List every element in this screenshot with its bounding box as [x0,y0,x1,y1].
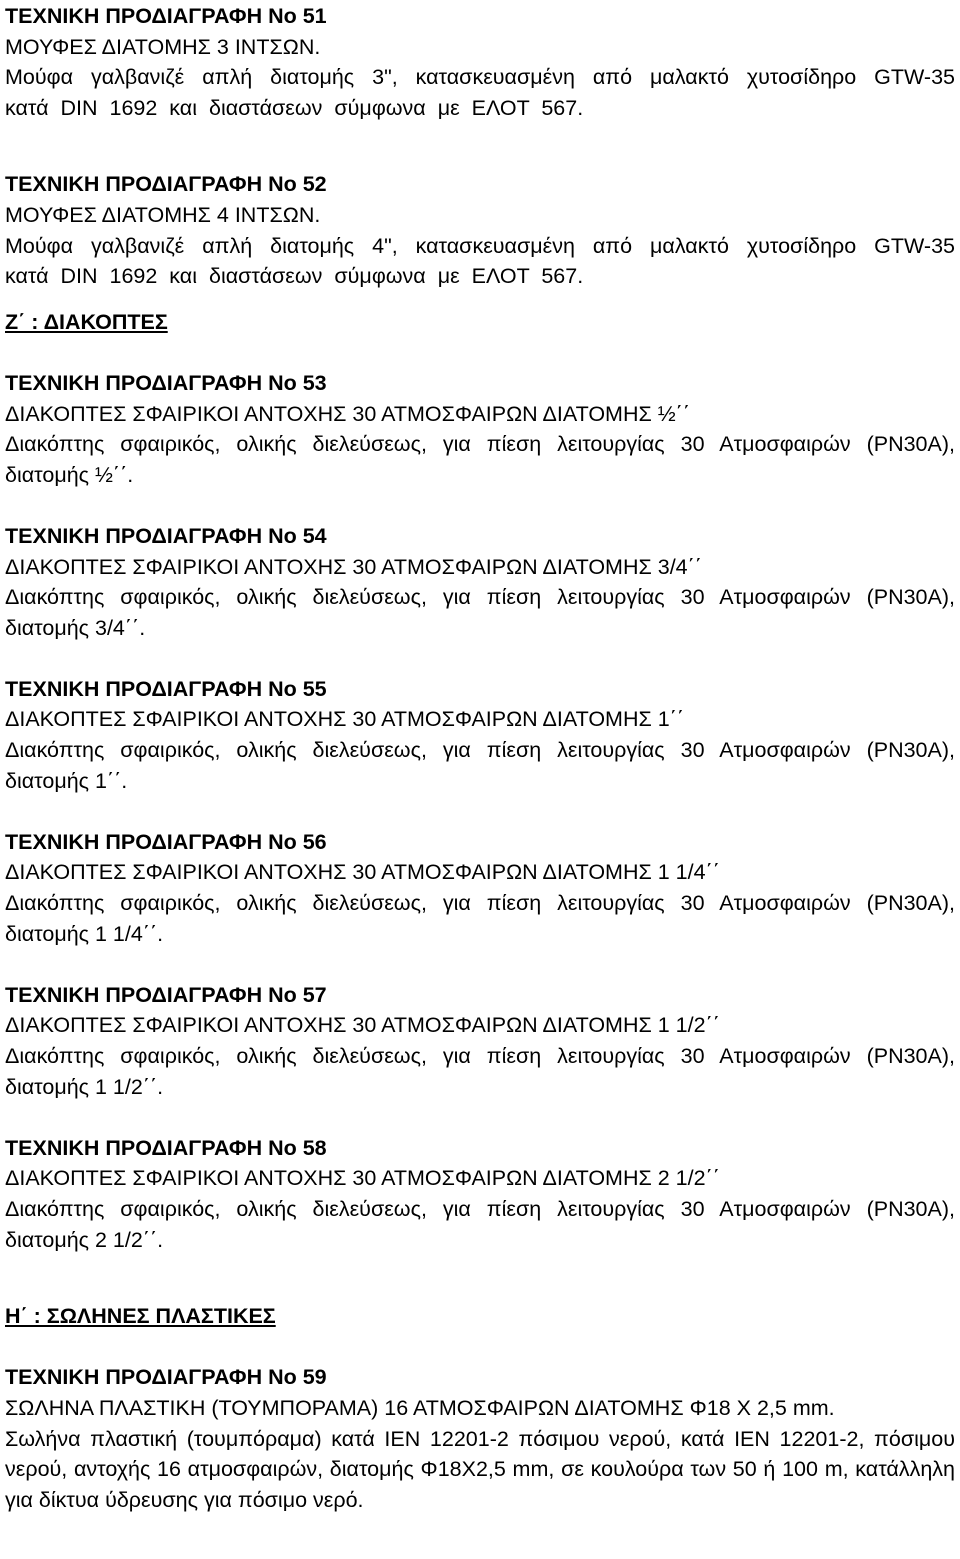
spec-description: Διακόπτης σφαιρικός, ολικής διελεύσεως, για πίεση λειτουργίας 30 Ατμοσφαιρών (PN30A), διατομής ½΄΄. [5,432,955,487]
spacer [5,1332,955,1363]
spec-subtitle: ΣΩΛΗΝΑ ΠΛΑΣΤΙΚΗ (ΤΟΥΜΠΟΡΑΜΑ) 16 ΑΤΜΟΣΦΑΙΡΩΝ ΔΙΑΤΟΜΗΣ Φ18 Χ 2,5 mm. [5,1395,835,1420]
spec-53 [5,368,955,490]
spec-description: Διακόπτης σφαιρικός, ολικής διελεύσεως, για πίεση λειτουργίας 30 Ατμοσφαιρών (PN30A), διατομής 1 1/4΄΄. [5,891,955,946]
spec-51 [5,1,955,123]
spec-title: ΤΕΧΝΙΚΗ ΠΡΟΔΙΑΓΡΑΦΗ Νο 56 [5,829,327,854]
spacer [5,292,955,307]
spec-56 [5,827,955,949]
spec-title: ΤΕΧΝΙΚΗ ΠΡΟΔΙΑΓΡΑΦΗ Νο 55 [5,676,327,701]
spec-57 [5,980,955,1102]
spec-title: ΤΕΧΝΙΚΗ ΠΡΟΔΙΑΓΡΑΦΗ Νο 57 [5,982,327,1007]
spacer [5,643,955,674]
spacer [5,490,955,521]
spec-58 [5,1133,955,1255]
spacer [5,337,955,368]
spec-title: ΤΕΧΝΙΚΗ ΠΡΟΔΙΑΓΡΑΦΗ Νο 58 [5,1135,327,1160]
spec-59 [5,1362,955,1515]
spec-title: ΤΕΧΝΙΚΗ ΠΡΟΔΙΑΓΡΑΦΗ Νο 51 [5,4,327,28]
spec-title: ΤΕΧΝΙΚΗ ΠΡΟΔΙΑΓΡΑΦΗ Νο 59 [5,1365,327,1390]
spec-subtitle: ΔΙΑΚΟΠΤΕΣ ΣΦΑΙΡΙΚΟΙ ΑΝΤΟΧΗΣ 30 ΑΤΜΟΣΦΑΙΡΩΝ ΔΙΑΤΟΜΗΣ 1 1/2΄΄ [5,1013,720,1038]
spacer [5,123,955,169]
spacer [5,796,955,827]
spec-title: ΤΕΧΝΙΚΗ ΠΡΟΔΙΑΓΡΑΦΗ Νο 54 [5,523,327,548]
section-heading-switches: Ζ΄ : ΔΙΑΚΟΠΤΕΣ [5,309,168,334]
spec-52 [5,169,955,291]
spec-subtitle: ΔΙΑΚΟΠΤΕΣ ΣΦΑΙΡΙΚΟΙ ΑΝΤΟΧΗΣ 30 ΑΤΜΟΣΦΑΙΡΩΝ ΔΙΑΤΟΜΗΣ 3/4΄΄ [5,554,702,579]
spec-description: Διακόπτης σφαιρικός, ολικής διελεύσεως, για πίεση λειτουργίας 30 Ατμοσφαιρών (PN30A), διατομής 2 1/2΄΄. [5,1196,955,1252]
spec-subtitle: ΔΙΑΚΟΠΤΕΣ ΣΦΑΙΡΙΚΟΙ ΑΝΤΟΧΗΣ 30 ΑΤΜΟΣΦΑΙΡΩΝ ΔΙΑΤΟΜΗΣ 1΄΄ [5,707,685,732]
spec-subtitle: ΜΟΥΦΕΣ ΔΙΑΤΟΜΗΣ 3 ΙΝΤΣΩΝ. [5,34,321,59]
spec-title: ΤΕΧΝΙΚΗ ΠΡΟΔΙΑΓΡΑΦΗ Νο 53 [5,370,327,395]
spec-description: Διακόπτης σφαιρικός, ολικής διελεύσεως, για πίεση λειτουργίας 30 Ατμοσφαιρών (PN30A), διατομής 1 1/2΄΄. [5,1044,955,1099]
spec-title: ΤΕΧΝΙΚΗ ΠΡΟΔΙΑΓΡΑΦΗ Νο 52 [5,172,327,197]
spec-subtitle: ΔΙΑΚΟΠΤΕΣ ΣΦΑΙΡΙΚΟΙ ΑΝΤΟΧΗΣ 30 ΑΤΜΟΣΦΑΙΡΩΝ ΔΙΑΤΟΜΗΣ 2 1/2΄΄ [5,1166,720,1191]
spec-description: Μούφα γαλβανιζέ απλή διατομής 4", κατασκευασμένη από μαλακτό χυτοσίδηρο GTW-35 κατά DIN 1692 και διαστάσεων σύμφωνα με ΕΛΟΤ 567. [5,233,955,289]
spec-description: Διακόπτης σφαιρικός, ολικής διελεύσεως, για πίεση λειτουργίας 30 Ατμοσφαιρών (PN30A), διατομής 1΄΄. [5,738,955,793]
spec-description: Διακόπτης σφαιρικός, ολικής διελεύσεως, για πίεση λειτουργίας 30 Ατμοσφαιρών (PN30A), διατομής 3/4΄΄. [5,585,955,640]
spacer [5,949,955,980]
spec-55 [5,674,955,796]
spec-subtitle: ΔΙΑΚΟΠΤΕΣ ΣΦΑΙΡΙΚΟΙ ΑΝΤΟΧΗΣ 30 ΑΤΜΟΣΦΑΙΡΩΝ ΔΙΑΤΟΜΗΣ ½΄΄ [5,401,690,426]
spacer [5,1255,955,1301]
spec-subtitle: ΔΙΑΚΟΠΤΕΣ ΣΦΑΙΡΙΚΟΙ ΑΝΤΟΧΗΣ 30 ΑΤΜΟΣΦΑΙΡΩΝ ΔΙΑΤΟΜΗΣ 1 1/4΄΄ [5,860,720,885]
spec-description: Σωλήνα πλαστική (τουμπόραμα) κατά ΙΕΝ 12201-2 πόσιμου νερού, κατά ΙΕΝ 12201-2, πόσιμου νερού, αντοχής 16 ατμοσφαιρών, διατομής Φ18Χ2,5 mm, σε κουλούρα των 50 ή 100 m, κατάλληλη για δίκτυα ύδρευσης για πόσιμο νερό. [5,1426,955,1512]
spec-54 [5,521,955,643]
spec-description: Μούφα γαλβανιζέ απλή διατομής 3", κατασκευασμένη από μαλακτό χυτοσίδηρο GTW-35 κατά DIN 1692 και διαστάσεων σύμφωνα με ΕΛΟΤ 567. [5,65,955,120]
section-heading-plastic-pipes: Η΄ : ΣΩΛΗΝΕΣ ΠΛΑΣΤΙΚΕΣ [5,1304,276,1329]
spacer [5,1102,955,1133]
spec-subtitle: ΜΟΥΦΕΣ ΔΙΑΤΟΜΗΣ 4 ΙΝΤΣΩΝ. [5,202,321,227]
